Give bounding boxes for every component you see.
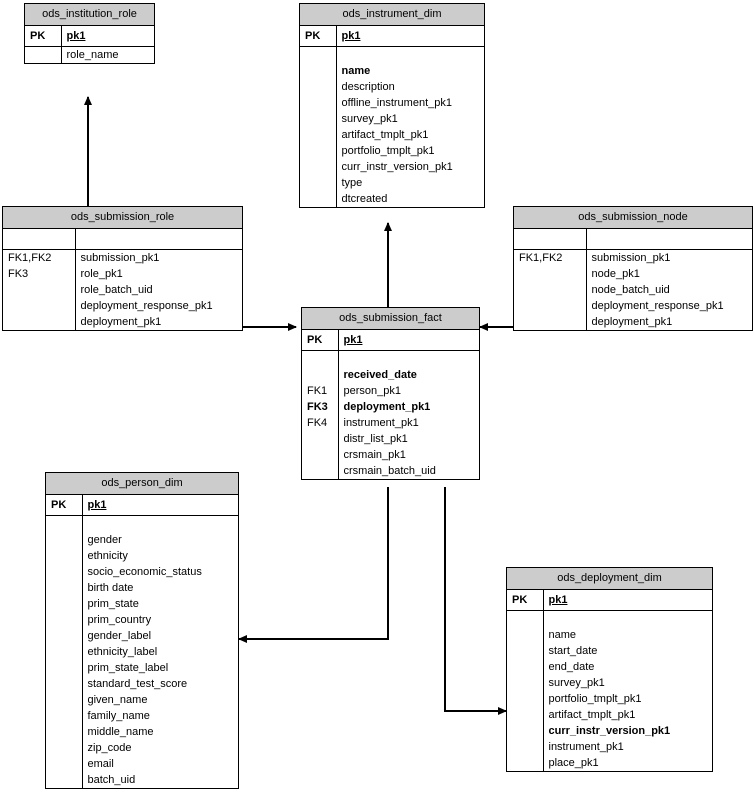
field-row [300,175,484,191]
spacer-row [302,351,479,367]
field-label: role_pk1 [80,268,123,280]
field-label: zip_code [87,742,132,754]
entity-ods-institution-role[interactable] [24,3,155,64]
field-label: deployment_response_pk1 [80,300,213,312]
pk-row [25,26,154,46]
field-label: dtcreated [341,193,388,205]
field-key-label [507,739,543,755]
pk-field-label: pk1 [66,30,86,42]
field-row [25,47,154,63]
field-label: crsmain_batch_uid [343,465,436,477]
field-key-label [302,447,338,463]
field-section [25,47,154,63]
field-key-label [302,367,338,383]
field-row [46,564,238,580]
field-label: role_name [66,49,119,61]
entity-ods-submission-fact[interactable] [301,307,480,480]
field-key-label [46,580,82,596]
field-key-label [300,143,336,159]
entity-title: ods_instrument_dim [300,4,484,26]
pk-field-label: pk1 [341,30,361,42]
field-row [514,266,752,282]
field-key-label [46,740,82,756]
entity-ods-submission-node[interactable] [513,206,753,331]
field-label: role_batch_uid [80,284,153,296]
pk-section [514,229,752,249]
field-key-label [46,548,82,564]
pk-section [507,590,712,610]
field-label: start_date [548,645,598,657]
pk-key-label [3,229,75,249]
pk-field-label: pk1 [87,499,107,511]
pk-section [46,495,238,515]
entity-body [507,590,712,771]
pk-row [3,229,242,249]
field-key-label [507,707,543,723]
field-label: curr_instr_version_pk1 [548,725,671,737]
field-key-label [300,159,336,175]
field-row [46,580,238,596]
field-key-label [46,756,82,772]
field-key-label: FK3 [3,266,75,282]
pk-field-label: pk1 [343,334,363,346]
pk-field-label [586,229,752,249]
field-key-label [514,266,586,282]
field-key-label [514,314,586,330]
field-label: artifact_tmplt_pk1 [341,129,429,141]
field-row [302,399,479,415]
field-label: person_pk1 [343,385,401,397]
pk-row [300,26,484,46]
spacer-value [82,516,238,532]
field-row [46,628,238,644]
field-key-label [300,79,336,95]
field-row [302,367,479,383]
field-label: deployment_pk1 [80,316,162,328]
spacer-row [46,516,238,532]
pk-key-label: PK [300,26,336,46]
pk-row [302,330,479,350]
field-key-label [46,676,82,692]
field-row [300,63,484,79]
pk-row [507,590,712,610]
field-row [46,548,238,564]
field-key-label: FK4 [302,415,338,431]
field-key-label [46,564,82,580]
field-row [46,644,238,660]
field-row [46,612,238,628]
field-row [507,707,712,723]
field-row [302,463,479,479]
pk-key-label: PK [302,330,338,350]
field-label: survey_pk1 [548,677,605,689]
field-label: portfolio_tmplt_pk1 [341,145,435,157]
field-row [514,282,752,298]
entity-ods-person-dim[interactable] [45,472,239,789]
field-label: received_date [343,369,417,381]
field-section [514,250,752,330]
entity-body [3,229,242,330]
pk-key-label: PK [507,590,543,610]
field-label: name [341,65,371,77]
entity-title: ods_submission_role [3,207,242,229]
field-key-label [514,282,586,298]
entity-ods-deployment-dim[interactable] [506,567,713,772]
field-section [46,516,238,788]
field-key-label [300,111,336,127]
field-row [514,298,752,314]
field-key-label [3,314,75,330]
pk-section [3,229,242,249]
field-key-label: FK1,FK2 [514,250,586,266]
field-label: deployment_pk1 [591,316,673,328]
field-row [302,431,479,447]
field-row [46,596,238,612]
spacer-value [336,47,484,63]
field-row [46,532,238,548]
field-key-label [507,755,543,771]
spacer-value [338,351,479,367]
field-label: middle_name [87,726,154,738]
field-key-label [514,298,586,314]
field-row [514,314,752,330]
field-label: email [87,758,114,770]
field-label: type [341,177,363,189]
field-key-label: FK1 [302,383,338,399]
field-key-label [507,675,543,691]
field-row [3,314,242,330]
pk-field-label: pk1 [548,594,568,606]
field-label: node_batch_uid [591,284,670,296]
field-label: instrument_pk1 [548,741,624,753]
field-key-label [300,191,336,207]
pk-section [302,330,479,350]
field-key-label [3,282,75,298]
field-row [3,298,242,314]
field-label: gender_label [87,630,152,642]
field-label: gender [87,534,122,546]
field-row [507,659,712,675]
entity-title: ods_deployment_dim [507,568,712,590]
field-label: name [548,629,577,641]
field-key-label [507,627,543,643]
field-key-label [46,708,82,724]
field-label: crsmain_pk1 [343,449,406,461]
pk-row [46,495,238,515]
field-row [302,383,479,399]
field-key-label [300,175,336,191]
field-key-label [46,724,82,740]
field-label: batch_uid [87,774,136,786]
entity-title: ods_institution_role [25,4,154,26]
field-row [3,250,242,266]
pk-field-label [75,229,242,249]
spacer-row [300,47,484,63]
field-label: ethnicity_label [87,646,158,658]
field-row [302,415,479,431]
field-label: end_date [548,661,595,673]
field-label: offline_instrument_pk1 [341,97,452,109]
entity-body [514,229,752,330]
field-row [3,266,242,282]
field-row [507,755,712,771]
field-key-label [25,47,61,63]
spacer-value [543,611,712,627]
field-label: family_name [87,710,150,722]
field-key-label [507,691,543,707]
field-section [507,611,712,771]
field-key-label [46,644,82,660]
pk-key-label: PK [46,495,82,515]
field-row [46,692,238,708]
field-row [514,250,752,266]
spacer-key [46,516,82,532]
field-row [46,708,238,724]
field-row [300,95,484,111]
field-key-label [46,596,82,612]
field-label: prim_country [87,614,152,626]
field-row [46,660,238,676]
entity-body [46,495,238,788]
field-key-label [302,431,338,447]
field-row [300,143,484,159]
field-key-label [46,628,82,644]
field-key-label [507,643,543,659]
field-row [302,447,479,463]
field-key-label [46,692,82,708]
field-row [46,724,238,740]
entity-body [300,26,484,207]
field-key-label [46,660,82,676]
field-key-label [302,463,338,479]
field-key-label [3,298,75,314]
field-label: instrument_pk1 [343,417,419,429]
field-label: submission_pk1 [591,252,671,264]
pk-key-label [514,229,586,249]
field-label: deployment_response_pk1 [591,300,724,312]
field-row [3,282,242,298]
field-label: prim_state [87,598,139,610]
field-row [507,723,712,739]
pk-key-label: PK [25,26,61,46]
pk-section [25,26,154,46]
field-label: deployment_pk1 [343,401,431,413]
field-label: submission_pk1 [80,252,160,264]
field-label: description [341,81,395,93]
field-label: socio_economic_status [87,566,202,578]
field-label: prim_state_label [87,662,169,674]
field-section [300,47,484,207]
field-key-label [300,95,336,111]
field-row [300,127,484,143]
entity-ods-submission-role[interactable] [2,206,243,331]
field-row [507,643,712,659]
field-row [46,756,238,772]
field-label: place_pk1 [548,757,599,769]
field-label: survey_pk1 [341,113,398,125]
entity-body [302,330,479,479]
field-label: node_pk1 [591,268,640,280]
field-label: ethnicity [87,550,128,562]
field-label: given_name [87,694,148,706]
spacer-row [507,611,712,627]
field-row [46,772,238,788]
entity-title: ods_person_dim [46,473,238,495]
pk-row [514,229,752,249]
field-key-label: FK1,FK2 [3,250,75,266]
field-key-label [300,63,336,79]
field-row [46,676,238,692]
field-row [300,79,484,95]
field-row [300,111,484,127]
field-row [300,159,484,175]
field-key-label [507,659,543,675]
pk-section [300,26,484,46]
field-key-label [300,127,336,143]
field-row [507,691,712,707]
entity-body [25,26,154,63]
entity-title: ods_submission_node [514,207,752,229]
field-row [46,740,238,756]
field-row [507,627,712,643]
entity-ods-instrument-dim[interactable] [299,3,485,208]
field-key-label [46,612,82,628]
spacer-key [302,351,338,367]
field-key-label [46,532,82,548]
field-row [300,191,484,207]
field-label: curr_instr_version_pk1 [341,161,453,173]
entity-title: ods_submission_fact [302,308,479,330]
field-key-label [46,772,82,788]
field-label: standard_test_score [87,678,188,690]
field-section [302,351,479,479]
field-label: birth date [87,582,134,594]
spacer-key [507,611,543,627]
field-label: artifact_tmplt_pk1 [548,709,636,721]
spacer-key [300,47,336,63]
field-label: distr_list_pk1 [343,433,408,445]
field-label: portfolio_tmplt_pk1 [548,693,642,705]
field-key-label [507,723,543,739]
field-row [507,739,712,755]
field-row [507,675,712,691]
field-section [3,250,242,330]
field-key-label: FK3 [302,399,338,415]
